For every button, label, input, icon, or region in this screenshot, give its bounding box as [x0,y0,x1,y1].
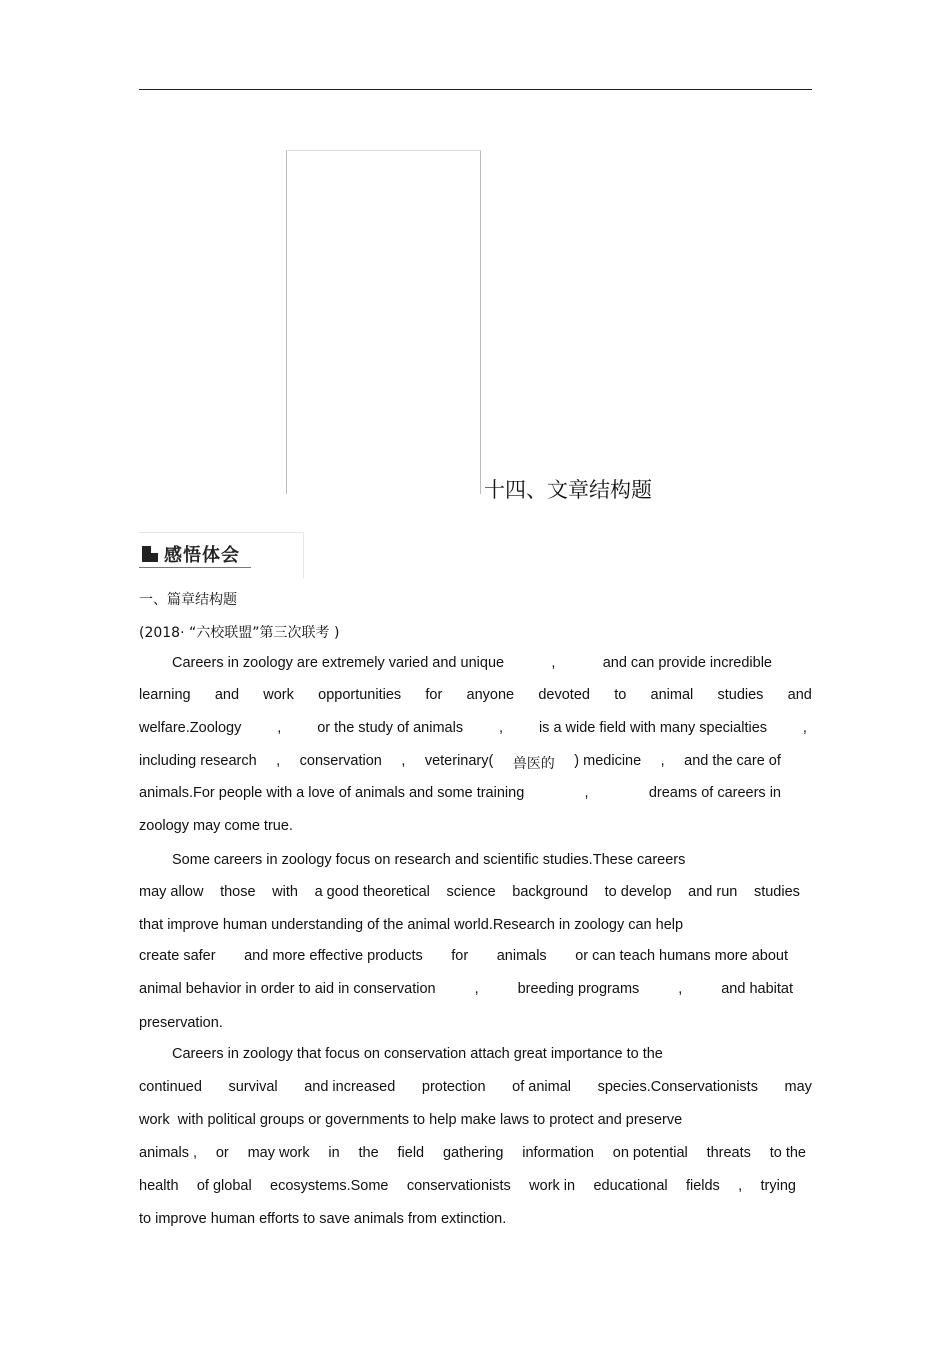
word: and habitat [721,981,793,997]
word: dreams of careers in [648,785,781,801]
word: survival [228,1079,278,1095]
word: veterinary( [424,753,494,769]
word: trying [760,1178,796,1194]
word: , [474,981,479,997]
word: information [522,1145,594,1161]
word: to the [769,1145,806,1161]
word: a good theoretical [314,884,430,900]
word: to improve human efforts to save animals from extinction. [139,1211,507,1227]
word: continued [139,1079,202,1095]
passage-line [139,981,793,997]
passage-line [139,948,788,964]
word: species.Conservationists [597,1079,758,1095]
word: the [358,1145,379,1161]
word: may allow [139,884,204,900]
word: , [499,720,504,736]
word: fields [685,1178,720,1194]
word: for [451,948,469,964]
word: Some careers in zoology focus on research and scientific studies.These careers [172,852,686,868]
word: animal behavior in order to aid in conservation [139,981,436,997]
word: , [401,753,406,769]
word: and [787,687,812,703]
word: breeding programs [517,981,640,997]
word: is a wide field with many specialties [538,720,768,736]
word: work in [529,1178,576,1194]
word: ecosystems.Some [270,1178,389,1194]
word: anyone [466,687,515,703]
passage-line [139,1211,506,1227]
word: and can provide incredible [602,655,772,671]
word: in [328,1145,340,1161]
passage-line [139,687,812,703]
word: , [277,720,282,736]
word: or the study of animals [317,720,464,736]
word: and increased [304,1079,396,1095]
word: or [215,1145,229,1161]
word: protection [421,1079,486,1095]
section-badge [139,532,304,578]
word: to develop [604,884,672,900]
word: zoology may come true. [139,818,293,834]
word: background [512,884,589,900]
word: conservation [299,753,382,769]
word: create safer [139,948,216,964]
word: Careers in zoology are extremely varied and unique [172,655,505,671]
page-title: 十四、文章结构题 [484,478,652,502]
word: , [738,1178,743,1194]
word: field [397,1145,425,1161]
word: of animal [512,1079,571,1095]
passage-line [172,655,772,671]
word: , [551,655,556,671]
word: on potential [612,1145,688,1161]
word: animals [496,948,547,964]
word: animals.For people with a love of animals and some training [139,785,525,801]
passage-line [139,720,807,736]
word: Careers in zoology that focus on conservation attach great importance to the [172,1046,663,1062]
word: animal [650,687,694,703]
word: or can teach humans more about [575,948,788,964]
word: to [614,687,627,703]
word: with [272,884,298,900]
word: may [784,1079,812,1095]
top-divider [139,89,812,90]
word: ) medicine [574,753,642,769]
passage-line [139,1079,812,1095]
word: , [276,753,281,769]
word: science [446,884,496,900]
image-frame [286,150,481,494]
word: gathering [442,1145,504,1161]
passage-line [139,917,683,933]
word: and [214,687,240,703]
word: health [139,1178,179,1194]
word: conservationists [406,1178,511,1194]
word: including research [139,753,257,769]
passage-line [139,1178,796,1194]
word: preservation. [139,1015,223,1031]
word: may work [247,1145,310,1161]
passage-line [139,884,800,900]
word: threats [706,1145,751,1161]
word: 兽医的 [512,756,555,772]
square-bullet-icon [142,546,158,562]
word: work [263,687,294,703]
word: , [802,720,807,736]
passage-line [139,1015,223,1031]
passage-line [172,1046,663,1062]
passage-line [139,1145,806,1161]
passage-line [139,753,781,773]
source-note: (2018· “六校联盟”第三次联考 ) [139,625,340,641]
word: those [220,884,256,900]
word: animals , [139,1145,198,1161]
word: opportunities [318,687,402,703]
word: , [584,785,589,801]
badge-underline [139,567,251,568]
passage-line [139,785,781,801]
passage-line [172,852,685,868]
word: , [660,753,665,769]
word: studies [717,687,764,703]
word: work with political groups or governments to help make laws to protect and preserve [139,1112,683,1128]
word: welfare.Zoology [139,720,242,736]
word: devoted [538,687,590,703]
word: educational [593,1178,668,1194]
word: learning [139,687,191,703]
word: studies [753,884,800,900]
word: and more effective products [244,948,423,964]
word: , [678,981,683,997]
passage-line [139,1112,682,1128]
word: of global [196,1178,252,1194]
word: that improve human understanding of the animal world.Research in zoology can help [139,917,684,933]
word: and run [688,884,738,900]
badge-label: 感悟体会 [164,545,240,566]
word: for [425,687,443,703]
word: and the care of [684,753,781,769]
passage-line [139,818,293,834]
section-label: 一、篇章结构题 [139,592,237,608]
